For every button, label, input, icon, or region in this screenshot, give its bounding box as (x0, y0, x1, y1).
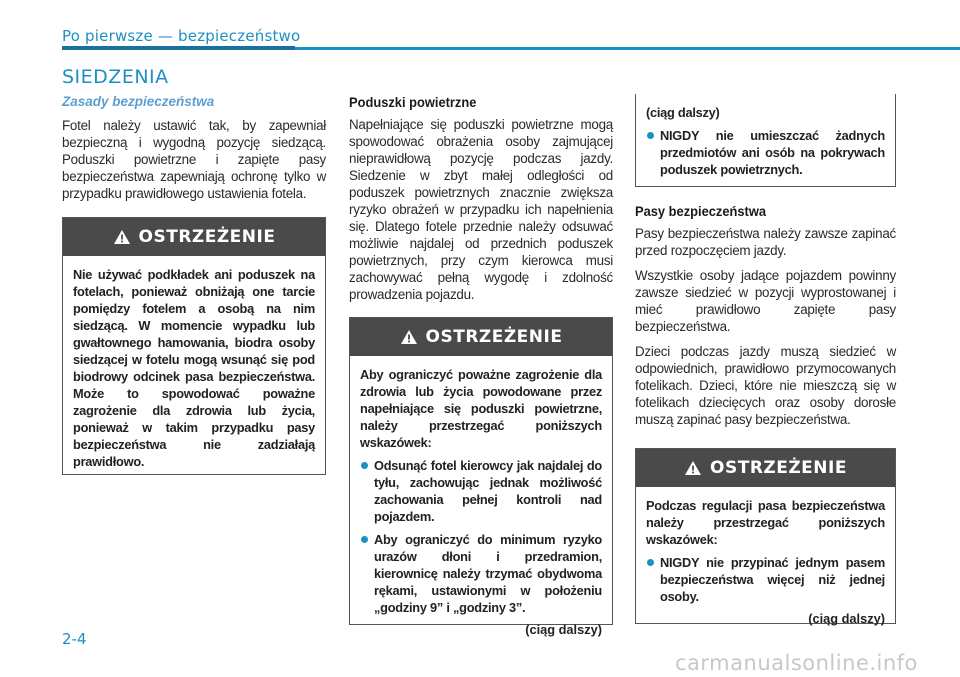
page-number: 2-4 (62, 630, 87, 648)
paragraph-belts-1: Pasy bezpieczeństwa należy zawsze zapinać przed rozpoczęciem jazdy. (635, 226, 896, 258)
paragraph-belts-3: Dzieci podczas jazdy muszą siedzieć w odpowiednich, prawidłowo przymocowanych fotelikach. Dzieci, które nie mieszczą się w fotelikach dziecięcych oraz osoby dorosłe muszą zapinać pasy bezpieczeństwa. (635, 344, 896, 427)
warning-list (360, 457, 602, 616)
bullet-dot-icon (647, 132, 654, 139)
column-2 (349, 94, 613, 311)
warning-box-airbags (349, 317, 613, 637)
warning-header (63, 218, 325, 256)
subheading-airbags: Poduszki powietrzne (349, 94, 477, 110)
bullet-dot-icon (361, 462, 368, 469)
column-3 (635, 203, 896, 436)
column-1 (62, 94, 326, 210)
list-item: Odsunąć fotel kierowcy jak najdalej do tyłu, zachowując jednak możliwość zachowania pełnej kontroli nad pojazdem. (360, 457, 602, 525)
list-item: Aby ograniczyć do minimum ryzyko urazów dłoni i przedramion, kierownicę należy trzymać obydwoma rękami, ustawionymi w położeniu „godziny 9” i „godziny 3”. (360, 531, 602, 616)
warning-label: OSTRZEŻENIE (138, 227, 276, 247)
page-header-title: Po pierwsze — bezpieczeństwo (62, 27, 301, 45)
header-rule-accent (62, 46, 295, 50)
bullet-dot-icon (647, 559, 654, 566)
warning-text: Nie używać podkładek ani poduszek na fotelach, ponieważ obniżają one tarcie pomiędzy fotelem a osobą na nim siedzącą. W momencie wypadku lub gwałtownego hamowania, biodra osoby siedzącej w fotelu mogą wsunąć się pod biodrowy odcinek pasa bezpieczeństwa. Może to spowodować poważne zagrożenie dla zdrowia lub życia, ponieważ w takim przypadku pasy bezpieczeństwa nie zadziałają prawidłowo. (73, 267, 315, 469)
warning-list (646, 554, 885, 605)
warning-intro: Aby ograniczyć poważne zagrożenie dla zdrowia lub życia powodowane przez napełniające się poduszki powietrzne, należy przestrzegać poniższych wskazówek: (360, 367, 602, 450)
warning-header (350, 318, 612, 356)
warning-label: OSTRZEŻENIE (710, 458, 847, 478)
paragraph-airbags: Napełniające się poduszki powietrzne mogą spowodować obrażenia osoby zajmującej nieprawidłową pozycję podczas jazdy. Siedzenie w zbyt małej odległości od poduszek powietrznych znacznie zwiększa ryzyko obrażeń w przypadku ich napełnienia się. Dlatego fotele przednie należy odsuwać możliwie najdalej od przednich poduszek powietrznych, przy czym kierowca musi zachowywać pełną wygodę i zdolność prowadzenia pojazdu. (349, 117, 613, 302)
continued-heading: (ciąg dalszy) (646, 105, 720, 120)
warning-label: OSTRZEŻENIE (425, 327, 563, 347)
list-item: NIGDY nie umieszczać żadnych przedmiotów ani osób na pokrywach poduszek powietrznych. (646, 127, 885, 178)
paragraph-seat-adjustment: Fotel należy ustawić tak, by zapewniał bezpieczną i wygodną pozycję siedzącą. Poduszki powietrzne i zapięte pasy bezpieczeństwa zapewniają ochronę tylko w przypadku prawidłowego ustawienia fotela. (62, 118, 326, 201)
continued-box-airbags (635, 94, 896, 187)
paragraph-belts-2: Wszystkie osoby jadące pojazdem powinny zawsze siedzieć w pozycji wyprostowanej i mieć prawidłowo zapięte pasy bezpieczeństwa. (635, 268, 896, 334)
watermark: carmanualsonline.info (675, 651, 918, 675)
section-title: SIEDZENIA (62, 66, 169, 88)
warning-triangle-icon (113, 229, 131, 245)
continued-label: (ciąg dalszy) (808, 611, 885, 626)
bullet-dot-icon (361, 536, 368, 543)
warning-triangle-icon (684, 460, 702, 476)
warning-box-seat-belts (635, 448, 896, 624)
warning-box-cushions (62, 217, 326, 475)
warning-list (646, 127, 885, 178)
continued-label: (ciąg dalszy) (525, 622, 602, 637)
warning-header (636, 449, 895, 487)
subheading-safety-rules: Zasady bezpieczeństwa (62, 94, 215, 109)
warning-triangle-icon (400, 329, 418, 345)
subheading-seat-belts: Pasy bezpieczeństwa (635, 203, 767, 219)
warning-intro: Podczas regulacji pasa bezpieczeństwa należy przestrzegać poniższych wskazówek: (646, 498, 885, 547)
list-item: NIGDY nie przypinać jednym pasem bezpieczeństwa więcej niż jednej osoby. (646, 554, 885, 605)
